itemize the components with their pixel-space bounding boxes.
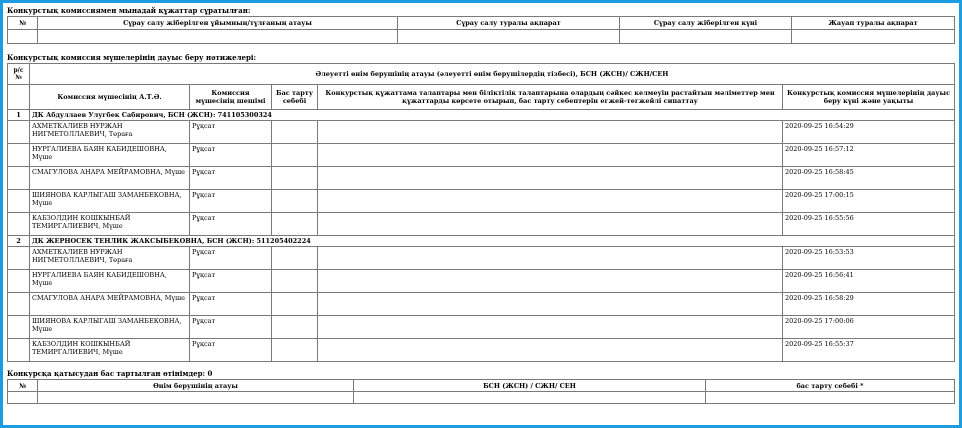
col-refusal-details: Конкурстық құжаттама талаптары мен біліктілік талаптарына олардың сәйкес келмеуін растайтын мәліметтер мен құжаттарды көрсете отырып, бас тарту себептерін егжей-тегжейлі сипаттау bbox=[318, 85, 783, 110]
member-name: СМАГУЛОВА АНАРА МЕЙРАМОВНА, Мүше bbox=[30, 293, 190, 316]
member-name: АХМЕТКАЛИЕВ НУРЖАН НИГМЕТОЛЛАЕВИЧ, Төраға bbox=[30, 247, 190, 270]
vote-datetime: 2020-09-25 16:54:29 bbox=[783, 121, 955, 144]
refusal-reason bbox=[272, 270, 318, 293]
refusal-details bbox=[318, 213, 783, 236]
member-name: НУРГАЛИЕВА БАЯН КАБИДЕШОВНА, Мүше bbox=[30, 270, 190, 293]
vote-datetime: 2020-09-25 16:58:29 bbox=[783, 293, 955, 316]
refusal-details bbox=[318, 247, 783, 270]
col-rej-bin: БСН (ЖСН) / СЖН/ СЕН bbox=[354, 380, 706, 392]
col-producer-name: Әлеуетті өнім берушінің атауы (әлеуетті өнім берушілердің тізбесі), БСН (ЖСН)/ СЖН/СЕН bbox=[30, 64, 955, 85]
member-decision: Рұқсат bbox=[190, 316, 272, 339]
producer-group-row bbox=[8, 110, 955, 121]
col-organization: Сұрау салу жіберілген ұйымның/тұлғаның атауы bbox=[38, 17, 398, 30]
member-decision: Рұқсат bbox=[190, 293, 272, 316]
member-vote-row bbox=[8, 144, 955, 167]
requests-empty-row bbox=[8, 30, 955, 44]
member-decision: Рұқсат bbox=[190, 213, 272, 236]
col-number: № bbox=[8, 17, 38, 30]
member-vote-row bbox=[8, 270, 955, 293]
member-name: СМАГУЛОВА АНАРА МЕЙРАМОВНА, Мүше bbox=[30, 167, 190, 190]
member-decision: Рұқсат bbox=[190, 144, 272, 167]
member-decision: Рұқсат bbox=[190, 121, 272, 144]
member-name: НУРГАЛИЕВА БАЯН КАБИДЕШОВНА, Мүше bbox=[30, 144, 190, 167]
refusal-reason bbox=[272, 247, 318, 270]
refusal-details bbox=[318, 121, 783, 144]
col-vote-datetime: Конкурстық комиссия мүшелерінің дауыс беру күні және уақыты bbox=[783, 85, 955, 110]
col-rej-reason: бас тарту себебі * bbox=[706, 380, 955, 392]
vote-datetime: 2020-09-25 16:57:12 bbox=[783, 144, 955, 167]
refusal-details bbox=[318, 316, 783, 339]
vote-datetime: 2020-09-25 17:00:06 bbox=[783, 316, 955, 339]
vote-datetime: 2020-09-25 16:56:41 bbox=[783, 270, 955, 293]
producer-group-row bbox=[8, 236, 955, 247]
col-request-date: Сұрау салу жіберілген күні bbox=[620, 17, 792, 30]
vote-datetime: 2020-09-25 16:58:45 bbox=[783, 167, 955, 190]
col-rej-number: № bbox=[8, 380, 38, 392]
col-refusal-reason: Бас тарту себебі bbox=[272, 85, 318, 110]
refusal-reason bbox=[272, 144, 318, 167]
refusal-reason bbox=[272, 293, 318, 316]
voting-header-row-2 bbox=[8, 85, 955, 110]
col-request-info: Сұрау салу туралы ақпарат bbox=[398, 17, 620, 30]
refusal-reason bbox=[272, 121, 318, 144]
voting-body bbox=[8, 110, 955, 362]
col-rej-producer: Өнім берушінің атауы bbox=[38, 380, 354, 392]
voting-table bbox=[7, 63, 955, 362]
rejected-empty-row bbox=[8, 392, 955, 404]
refusal-reason bbox=[272, 339, 318, 362]
member-vote-row bbox=[8, 190, 955, 213]
requests-header-row bbox=[8, 17, 955, 30]
group-number: 1 bbox=[8, 110, 30, 121]
rejected-table bbox=[7, 379, 955, 404]
document-body bbox=[7, 6, 955, 404]
requests-table bbox=[7, 16, 955, 44]
refusal-reason bbox=[272, 316, 318, 339]
voting-section-title: Конкурстық комиссия мүшелерінің дауыс беру нәтижелері: bbox=[7, 53, 257, 62]
refusal-details bbox=[318, 190, 783, 213]
rejected-header-row bbox=[8, 380, 955, 392]
member-vote-row bbox=[8, 121, 955, 144]
vote-datetime: 2020-09-25 17:00:15 bbox=[783, 190, 955, 213]
col-rs-number: р/с № bbox=[8, 64, 30, 85]
refusal-details bbox=[318, 270, 783, 293]
member-vote-row bbox=[8, 293, 955, 316]
col-member-name: Комиссия мүшесінің А.Т.Ә. bbox=[30, 85, 190, 110]
member-decision: Рұқсат bbox=[190, 247, 272, 270]
vote-datetime: 2020-09-25 16:55:37 bbox=[783, 339, 955, 362]
member-name: КАБЗОЛДИН КОШКЫНБАЙ ТЕМИРГАЛИЕВИЧ, Мүше bbox=[30, 213, 190, 236]
producer-name: ДК ЖЕРНОСЕК ТЕНЛИК ЖАКСЫБЕКОВНА, БСН (ЖСН): 511205402224 bbox=[30, 236, 955, 247]
member-vote-row bbox=[8, 247, 955, 270]
member-name: ШИЯНОВА КАРЛЫГАШ ЗАМАНБЕКОВНА, Мүше bbox=[30, 190, 190, 213]
requests-section-title: Конкурстық комиссиямен мынадай құжаттар сұратылған: bbox=[7, 6, 251, 15]
member-decision: Рұқсат bbox=[190, 270, 272, 293]
voting-header-row-1 bbox=[8, 64, 955, 85]
refusal-reason bbox=[272, 167, 318, 190]
refusal-reason bbox=[272, 190, 318, 213]
group-number: 2 bbox=[8, 236, 30, 247]
member-name: ШИЯНОВА КАРЛЫГАШ ЗАМАНБЕКОВНА, Мүше bbox=[30, 316, 190, 339]
refusal-details bbox=[318, 144, 783, 167]
member-vote-row bbox=[8, 339, 955, 362]
member-vote-row bbox=[8, 213, 955, 236]
refusal-details bbox=[318, 339, 783, 362]
rejected-section-title: Конкурсқа қатысудан бас тартылған өтінімдер: 0 bbox=[7, 369, 213, 378]
vote-datetime: 2020-09-25 16:53:53 bbox=[783, 247, 955, 270]
refusal-details bbox=[318, 167, 783, 190]
member-decision: Рұқсат bbox=[190, 167, 272, 190]
col-member-decision: Комиссия мүшесінің шешімі bbox=[190, 85, 272, 110]
col-response-info: Жауап туралы ақпарат bbox=[792, 17, 955, 30]
refusal-reason bbox=[272, 213, 318, 236]
member-decision: Рұқсат bbox=[190, 190, 272, 213]
vote-datetime: 2020-09-25 16:55:56 bbox=[783, 213, 955, 236]
member-vote-row bbox=[8, 316, 955, 339]
member-vote-row bbox=[8, 167, 955, 190]
member-name: АХМЕТКАЛИЕВ НУРЖАН НИГМЕТОЛЛАЕВИЧ, Төраға bbox=[30, 121, 190, 144]
producer-name: ДК Абдуллаев Улугбек Сабирович, БСН (ЖСН): 741105300324 bbox=[30, 110, 955, 121]
refusal-details bbox=[318, 293, 783, 316]
member-decision: Рұқсат bbox=[190, 339, 272, 362]
member-name: КАБЗОЛДИН КОШКЫНБАЙ ТЕМИРГАЛИЕВИЧ, Мүше bbox=[30, 339, 190, 362]
